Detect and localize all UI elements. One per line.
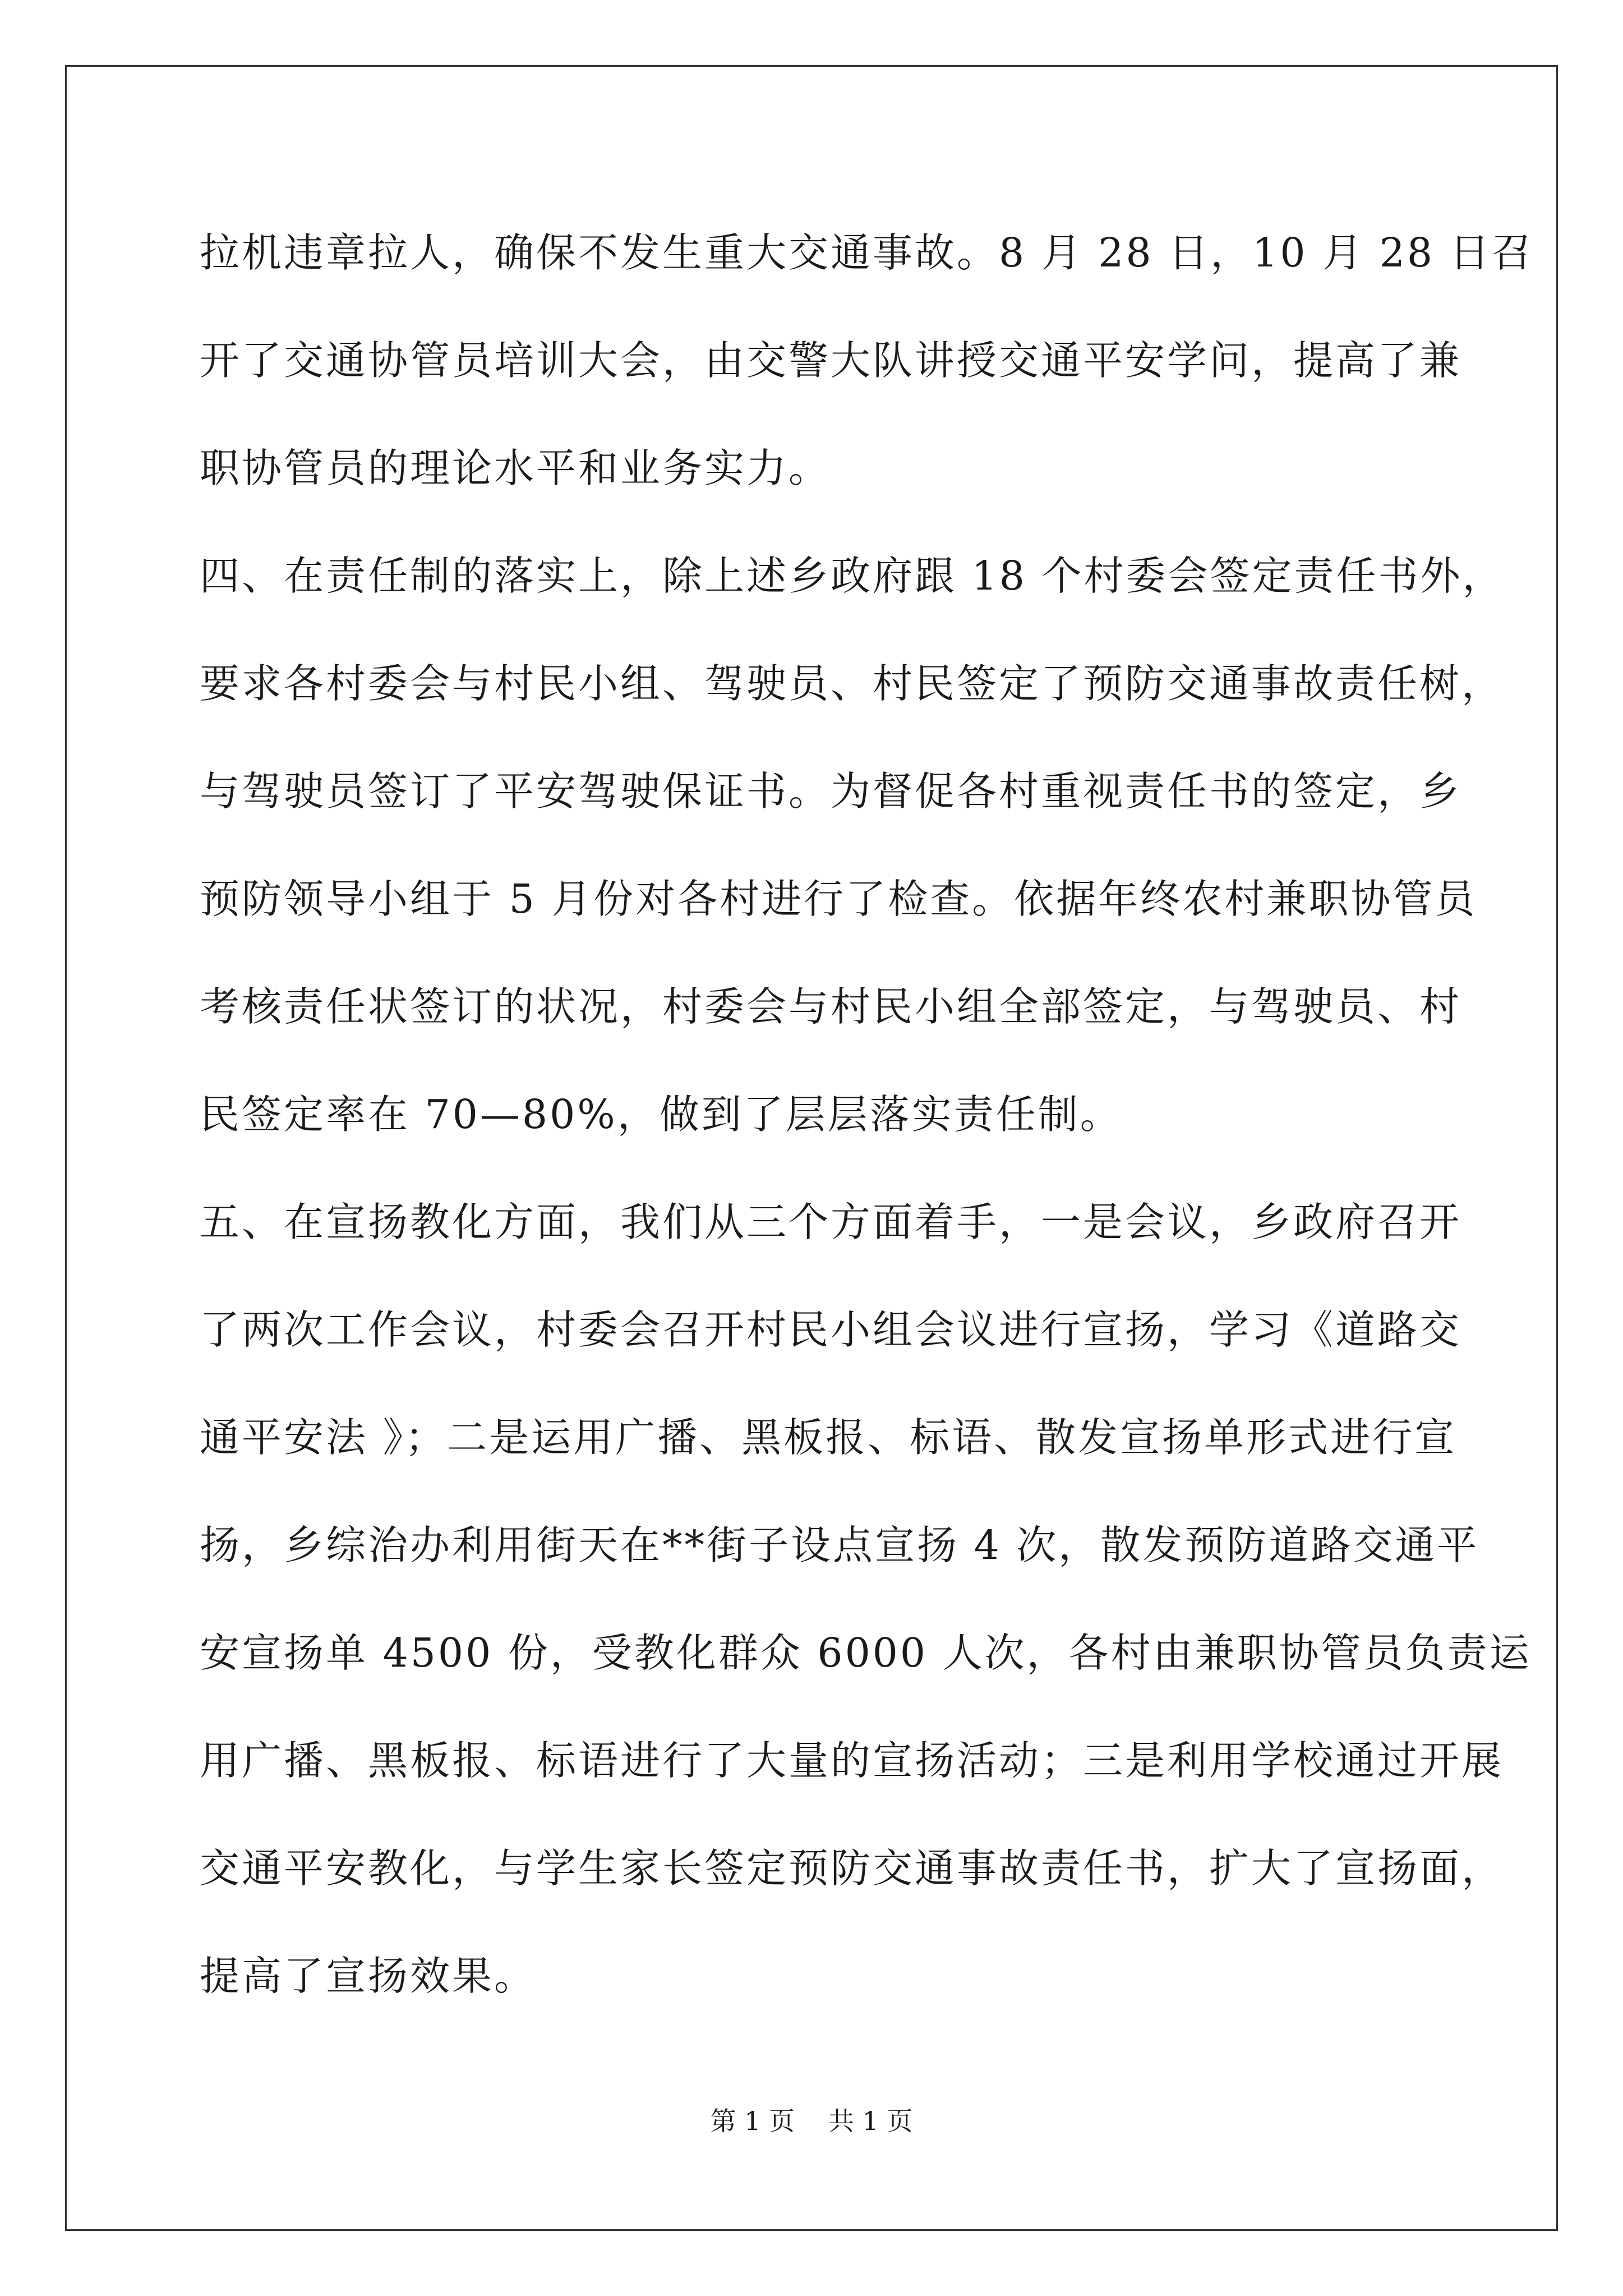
page-number-current: 第 1 页	[710, 2106, 795, 2136]
text-line: 提高了宣扬效果。	[200, 1953, 537, 1999]
text-line: 民签定率在 70—80%，做到了层层落实责任制。	[200, 1091, 1122, 1138]
text-line: 五、在宣扬教化方面，我们从三个方面着手，一是会议，乡政府召开	[200, 1199, 1462, 1245]
text-line: 通平安法 》；二是运用广播、黑板报、标语、散发宣扬单形式进行宣	[200, 1414, 1457, 1461]
text-line: 职协管员的理论水平和业务实力。	[200, 445, 831, 491]
text-line: 开了交通协管员培训大会，由交警大队讲授交通平安学问，提高了兼	[200, 337, 1462, 384]
text-line: 考核责任状签订的状况，村委会与村民小组全部签定，与驾驶员、村	[200, 983, 1462, 1030]
page-footer	[0, 2101, 1623, 2138]
text-line: 预防领导小组于 5 月份对各村进行了检查。依据年终农村兼职协管员	[200, 876, 1477, 922]
text-line: 四、在责任制的落实上，除上述乡政府跟 18 个村委会签定责任书外，	[200, 553, 1505, 599]
text-line: 安宣扬单 4500 份，受教化群众 6000 人次，各村由兼职协管员负责运	[200, 1630, 1532, 1676]
document-body	[200, 199, 1534, 2030]
text-line: 交通平安教化，与学生家长签定预防交通事故责任书，扩大了宣扬面，	[200, 1845, 1504, 1892]
text-line: 拉机违章拉人，确保不发生重大交通事故。8 月 28 日，10 月 28 日召	[200, 229, 1534, 276]
text-line: 了两次工作会议，村委会召开村民小组会议进行宣扬，学习《道路交	[200, 1306, 1462, 1353]
text-line: 用广播、黑板报、标语进行了大量的宣扬活动；三是利用学校通过开展	[200, 1737, 1504, 1784]
text-line: 扬，乡综治办利用街天在**街子设点宣扬 4 次，散发预防道路交通平	[200, 1522, 1479, 1568]
text-line: 与驾驶员签订了平安驾驶保证书。为督促各村重视责任书的签定，乡	[200, 768, 1462, 815]
page-number-total: 共 1 页	[828, 2106, 913, 2136]
text-line: 要求各村委会与村民小组、驾驶员、村民签定了预防交通事故责任树，	[200, 660, 1504, 707]
